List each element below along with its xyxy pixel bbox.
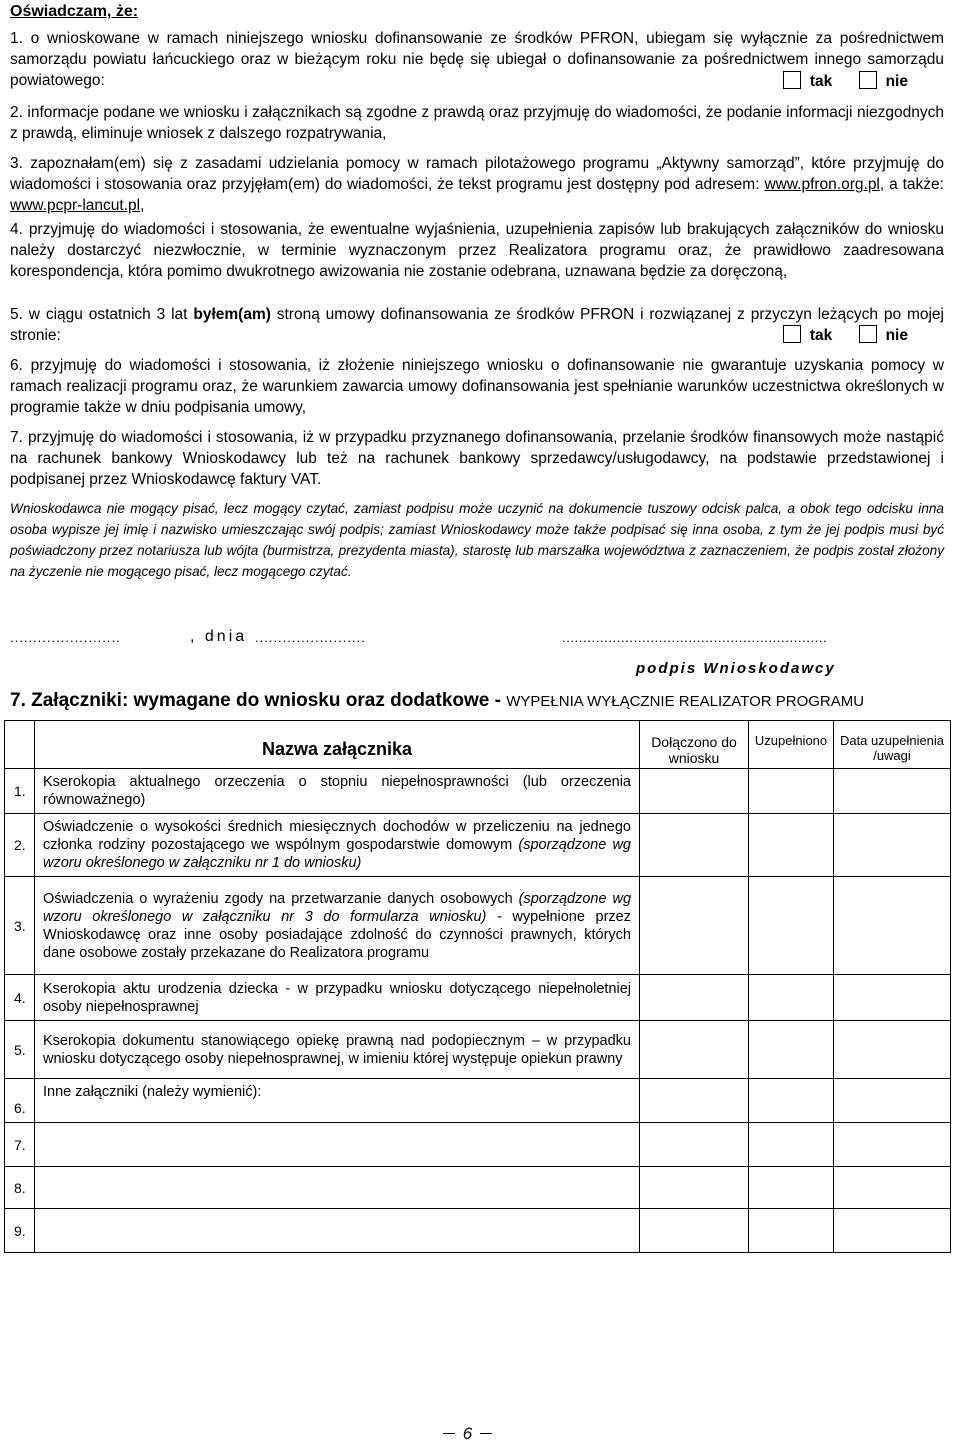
attachments-section-title (10, 690, 864, 712)
supplemented-cell[interactable] (749, 1021, 834, 1079)
pcpr-link[interactable]: www.pcpr-lancut.pl (10, 197, 141, 214)
dash-left (443, 1433, 455, 1434)
statement-text: informacje podane we wniosku i załącznikach są zgodne z prawdą oraz przyjmuję do wiadomości, że podanie informacji niezgodnych z prawdą, eliminuje wniosek z dalszego rozpatrywania, (10, 104, 944, 142)
statement-7 (10, 427, 944, 490)
yes-no-choice-5 (775, 325, 908, 345)
declaration-heading: Oświadczam, że: (10, 3, 139, 20)
supplemented-cell[interactable] (749, 769, 834, 814)
table-row (5, 1209, 951, 1253)
date-cell[interactable] (834, 877, 951, 975)
statement-end-text: , (140, 197, 145, 214)
table-row (5, 975, 951, 1021)
row-text-2: wypełnione przez Wnioskodawcę oraz inne osoby posiadające zdolność do czynności prawnych, których dane osobowe zostały przekazane do Realizatora programu (43, 908, 631, 961)
page-number (440, 1424, 495, 1444)
row-description: Kserokopia aktu urodzenia dziecka - w przypadku wniosku dotyczącego niepełnoletniej osoby niepełnosprawnej (35, 975, 640, 1021)
statement-number: 2. (10, 104, 23, 121)
statement-text: przyjmuję do wiadomości i stosowania, że ewentualne wyjaśnienia, uzupełnienia zapisów lub brakujących załączników do wniosku należy dostarczyć niezwłocznie, w terminie wyznaczonym przez Realizatora programu oraz, że prawidłowo zaadresowana korespondencja, która pomimo dwukrotnego awizowania nie zostanie odebrana, uznawana będzie za doręczoną, (10, 221, 945, 280)
table-row (5, 1021, 951, 1079)
section-title-text: 7. Załączniki: wymagane do wniosku oraz dodatkowe - (10, 690, 501, 711)
supplemented-cell[interactable] (749, 1167, 834, 1209)
statement-text: przyjmuję do wiadomości i stosowania, iż w przypadku przyznanego dofinansowania, przelanie środków finansowych może nastąpić na rachunek bankowy Wnioskodawcy lub też na rachunek bankowy sprzedawcy/usługodawcy, na podstawie przedstawionej i podpisanej przez Wnioskodawcę faktury VAT. (10, 429, 944, 488)
attached-cell[interactable] (640, 1123, 749, 1167)
checkbox-no[interactable] (859, 325, 877, 343)
row-description[interactable] (35, 1123, 640, 1167)
header-num (5, 721, 35, 769)
attached-cell[interactable] (640, 877, 749, 975)
attached-cell[interactable] (640, 1079, 749, 1123)
attached-cell[interactable] (640, 1209, 749, 1253)
row-number: 1. (5, 769, 35, 814)
statement-text: o wnioskowane w ramach niniejszego wniosku dofinansowanie ze środków PFRON, ubiegam się wyłącznie za pośrednictwem samorządu powiatu łańcuckiego oraz w bieżącym roku nie będę się ubiegał o dofinansowanie za pośrednictwem innego samorządu powiatowego: (10, 30, 944, 89)
row-text: Oświadczenia o wyrażeniu zgody na przetwarzanie danych osobowych (43, 890, 513, 907)
row-number: 5. (5, 1021, 35, 1079)
date-field[interactable]: ........................ (255, 630, 366, 645)
supplemented-cell[interactable] (749, 877, 834, 975)
row-number: 2. (5, 814, 35, 877)
row-description: Inne załączniki (należy wymienić): (35, 1079, 640, 1123)
checkbox-yes[interactable] (783, 325, 801, 343)
checkbox-yes[interactable] (783, 71, 801, 89)
header-attached: Dołączono do wniosku (640, 721, 749, 769)
statement-number: 4. (10, 221, 23, 238)
header-supplemented: Uzupełniono (749, 721, 834, 769)
signature-note: Wnioskodawca nie mogący pisać, lecz mogący czytać, zamiast podpisu może uczynić na dokumencie tuszowy odcisk palca, a obok tego odcisku inna osoba wypisze jej imię i nazwisko umieszczając swój podpis; zamiast Wnioskodawcy może także podpisać się inna osoba, z tym że jej podpis musi być poświadczony przez notariusza lub wójta (burmistrza, prezydenta miasta), starostę lub marszałka województwa z zaznaczeniem, że podpis został złożony na życzenie nie mogącego pisać, lecz mogącego czytać. (10, 501, 944, 579)
pfron-link[interactable]: www.pfron.org.pl (764, 176, 880, 193)
attached-cell[interactable] (640, 814, 749, 877)
date-cell[interactable] (834, 975, 951, 1021)
page-number-text: 6 (462, 1424, 473, 1443)
row-description[interactable] (35, 1209, 640, 1253)
date-cell[interactable] (834, 1123, 951, 1167)
attached-cell[interactable] (640, 975, 749, 1021)
row-description[interactable] (35, 1167, 640, 1209)
statement-text: zapoznałam(em) się z zasadami udzielania pomocy w ramach pilotażowego programu „Aktywny samorząd”, które przyjmuję do wiadomości i stosowania oraz przyjęłam(em) do wiadomości, że tekst programu jest dostępny pod adresem: (10, 155, 944, 193)
header-name: Nazwa załącznika (35, 721, 640, 769)
statement-bold-text: byłem(am) (193, 306, 271, 323)
row-number: 3. (5, 877, 35, 975)
header-date: Data uzupełnienia /uwagi (834, 721, 951, 769)
signature-label: podpis Wnioskodawcy (636, 660, 836, 677)
yes-no-choice-1 (775, 71, 908, 91)
table-row (5, 814, 951, 877)
statement-number: 5. (10, 306, 23, 323)
supplemented-cell[interactable] (749, 814, 834, 877)
no-label: nie (885, 327, 908, 344)
statement-2 (10, 102, 944, 144)
date-cell[interactable] (834, 769, 951, 814)
row-description: Kserokopia dokumentu stanowiącego opiekę prawną nad podopiecznym – w przypadku wniosku dotyczącego osoby niepełnosprawnej, w imieniu której występuje opiekun prawny (35, 1021, 640, 1079)
place-field[interactable]: ........................ (10, 630, 121, 645)
row-number: 8. (5, 1167, 35, 1209)
attachments-table (4, 720, 951, 1253)
date-cell[interactable] (834, 1079, 951, 1123)
attached-cell[interactable] (640, 769, 749, 814)
signature-field[interactable]: ............................................................... (562, 630, 828, 645)
table-row (5, 769, 951, 814)
supplemented-cell[interactable] (749, 1079, 834, 1123)
table-row (5, 1079, 951, 1123)
date-cell[interactable] (834, 814, 951, 877)
attached-cell[interactable] (640, 1021, 749, 1079)
statement-mid-text: , a także: (879, 176, 944, 193)
row-italic-text: (sporządzone wg wzoru określonego w załączniku nr 1 do wniosku) (43, 837, 631, 871)
row-number: 6. (5, 1079, 35, 1123)
statement-number: 3. (10, 155, 23, 172)
date-cell[interactable] (834, 1021, 951, 1079)
statement-4 (10, 219, 944, 282)
statement-number: 1. (10, 30, 23, 47)
statement-number: 6. (10, 357, 23, 374)
table-header-row (5, 721, 951, 769)
statement-text-pre: w ciągu ostatnich 3 lat (28, 306, 188, 323)
row-italic-text: (sporządzone wg wzoru określonego w załączniku nr 3 do formularza wniosku) - (43, 890, 632, 925)
table-row (5, 1167, 951, 1209)
row-description: Kserokopia aktualnego orzeczenia o stopniu niepełnosprawności (lub orzeczenia równoważnego) (35, 769, 640, 814)
row-text: Oświadczenie o wysokości średnich miesięcznych dochodów w przeliczeniu na jednego członka rodziny pozostającego we wspólnym gospodarstwie domowym (43, 819, 631, 853)
section-subtitle: WYPEŁNIA WYŁĄCZNIE REALIZATOR PROGRAMU (506, 693, 865, 710)
attached-cell[interactable] (640, 1167, 749, 1209)
table-row (5, 877, 951, 975)
yes-label: tak (809, 73, 833, 90)
date-cell[interactable] (834, 1167, 951, 1209)
no-label: nie (885, 73, 908, 90)
table-row (5, 1123, 951, 1167)
supplemented-cell[interactable] (749, 1209, 834, 1253)
row-number: 4. (5, 975, 35, 1021)
statement-number: 7. (10, 429, 23, 446)
row-description (35, 877, 640, 975)
supplemented-cell[interactable] (749, 1123, 834, 1167)
row-description (35, 814, 640, 877)
statement-text: przyjmuję do wiadomości i stosowania, iż złożenie niniejszego wniosku o dofinansowanie nie gwarantuje uzyskania pomocy w ramach realizacji programu oraz, że warunkiem zawarcia umowy dofinansowania jest spełnianie warunków uczestnictwa określonych w programie także w dniu podpisania umowy, (10, 357, 944, 416)
statement-6 (10, 355, 944, 418)
yes-label: tak (809, 327, 833, 344)
dash-right (480, 1433, 492, 1434)
date-cell[interactable] (834, 1209, 951, 1253)
checkbox-no[interactable] (859, 71, 877, 89)
row-number: 7. (5, 1123, 35, 1167)
row-number: 9. (5, 1209, 35, 1253)
statement-3 (10, 153, 944, 216)
supplemented-cell[interactable] (749, 975, 834, 1021)
statement-text-post: stroną umowy dofinansowania ze środków PFRON i rozwiązanej z przyczyn leżących po mojej stronie: (10, 306, 944, 344)
date-label: , dnia (190, 628, 248, 645)
